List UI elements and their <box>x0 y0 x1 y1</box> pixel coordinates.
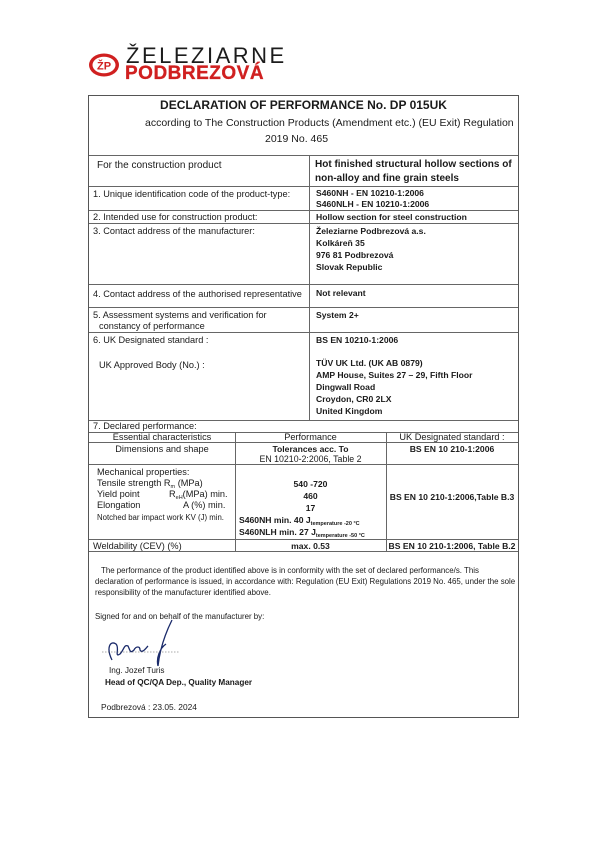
row1-value-line2: S460NLH - EN 10210-1:2006 <box>316 199 430 209</box>
mechanical-title: Mechanical properties: <box>97 467 190 477</box>
dimensions-performance-line2: EN 10210-2:2006, Table 2 <box>259 454 362 464</box>
weldability-value: max. 0.53 <box>291 541 330 551</box>
conformity-paragraph-line2: declaration of performance is issued, in accordance with: Regulation (EU Exit) Regulations 2019 No. 465, under the sole <box>95 577 516 586</box>
logo-top-text: ŽELEZIARNE <box>126 43 287 68</box>
kv-value-s460nh: S460NH min. 40 $J_{temperature -20 ^\circ C}$ <box>239 515 360 527</box>
logo-bottom-text: PODBREZOVÁ <box>125 63 265 84</box>
kv-value-s460nlh: S460NLH min. 27 $J_{temperature -50 ^\circ C}$ <box>239 527 365 539</box>
tensile-label: Tensile strength $R_m$ (MPa) <box>97 478 203 490</box>
logo-mark-text: ŽP <box>96 60 112 73</box>
handwritten-signature-icon <box>100 618 180 668</box>
weldability-standard: BS EN 10 210-1:2006, Table B.2 <box>388 541 516 551</box>
row5-label-line1: 5. Assessment systems and verification for <box>93 310 267 320</box>
row2-value: Hollow section for steel construction <box>316 212 467 222</box>
yield-unit: $R_{eH}(MPa)$ min. <box>169 489 228 501</box>
row1-value-line1: S460NH - EN 10210-1:2006 <box>316 188 424 198</box>
conformity-paragraph-line1: The performance of the product identified above is in conformity with the set of declared performance/s. This <box>101 566 479 575</box>
product-value-line1: Hot finished structural hollow sections of <box>315 159 512 170</box>
row5-label-line2: constancy of performance <box>99 321 205 331</box>
row6-body-line2: AMP House, Suites 27 – 29, Fifth Floor <box>316 370 473 380</box>
row2-label: 2. Intended use for construction product: <box>93 212 258 222</box>
row3-value-line1: Železiarne Podbrezová a.s. <box>316 226 426 236</box>
notched-bar-label: Notched bar impact work KV (J) min. <box>97 513 224 522</box>
divider <box>89 210 518 211</box>
elongation-unit: A (%) min. <box>183 500 226 510</box>
declared-col2-header: Performance <box>284 432 337 442</box>
row4-value: Not relevant <box>316 288 366 298</box>
declared-col1-header: Essential characteristics <box>112 432 212 442</box>
dimensions-performance-line1: Tolerances acc. To <box>272 444 349 454</box>
document-title: DECLARATION OF PERFORMANCE No. DP 015UK <box>160 98 447 112</box>
company-logo-icon <box>88 52 120 78</box>
row6-body-line4: Croydon, CR0 2LX <box>316 394 392 404</box>
declared-heading: 7. Declared performance: <box>93 421 197 431</box>
row3-value-line3: 976 81 Podbrezová <box>316 250 394 260</box>
yield-value: 460 <box>303 491 318 501</box>
conformity-paragraph-line3: responsibility of the manufacturer identified above. <box>95 588 271 597</box>
divider <box>89 332 518 333</box>
tensile-value: 540 -720 <box>293 479 328 489</box>
product-label: For the construction product <box>97 160 222 171</box>
elongation-value: 17 <box>305 503 316 513</box>
row6-body-line1: TÜV UK Ltd. (UK AB 0879) <box>316 358 423 368</box>
weldability-label: Weldability (CEV) (%) <box>93 541 182 551</box>
document-subtitle-line2: 2019 No. 465 <box>265 133 329 145</box>
row5-value: System 2+ <box>316 310 359 320</box>
row6-label: 6. UK Designated standard : <box>93 335 209 345</box>
place-and-date: Podbrezová : 23.05. 2024 <box>101 702 197 712</box>
row1-label: 1. Unique identification code of the product-type: <box>93 189 291 199</box>
divider <box>89 307 518 308</box>
divider <box>89 186 518 187</box>
row3-value-line4: Slovak Republic <box>316 262 383 272</box>
document-subtitle-line1: according to The Construction Products (Amendment etc.) (EU Exit) Regulation <box>145 117 514 129</box>
divider <box>89 284 518 285</box>
elongation-label: Elongation <box>97 500 141 510</box>
divider <box>89 223 518 224</box>
row6-body-label: UK Approved Body (No.) : <box>99 360 205 370</box>
column-divider <box>309 155 310 420</box>
divider <box>89 155 518 156</box>
row6-body-line3: Dingwall Road <box>316 382 376 392</box>
signatory-position: Head of QC/QA Dep., Quality Manager <box>105 678 253 687</box>
row6-value: BS EN 10210-1:2006 <box>316 335 399 345</box>
dimensions-label: Dimensions and shape <box>115 444 209 454</box>
row6-body-line5: United Kingdom <box>316 406 383 416</box>
row4-label: 4. Contact address of the authorised representative <box>93 289 302 299</box>
declared-col3-header: UK Designated standard : <box>399 432 505 442</box>
row3-value-line2: Kolkáreň 35 <box>316 238 365 248</box>
yield-label: Yield point <box>97 489 140 499</box>
product-value-line2: non-alloy and fine grain steels <box>315 173 459 184</box>
row3-label: 3. Contact address of the manufacturer: <box>93 226 255 236</box>
mechanical-standard: BS EN 10 210-1:2006,Table B.3 <box>389 492 515 502</box>
dimensions-standard: BS EN 10 210-1:2006 <box>409 444 495 454</box>
signed-on-behalf: Signed for and on behalf of the manufacturer by: <box>95 612 265 621</box>
signatory-name: Ing. Jozef Turis <box>109 666 165 675</box>
